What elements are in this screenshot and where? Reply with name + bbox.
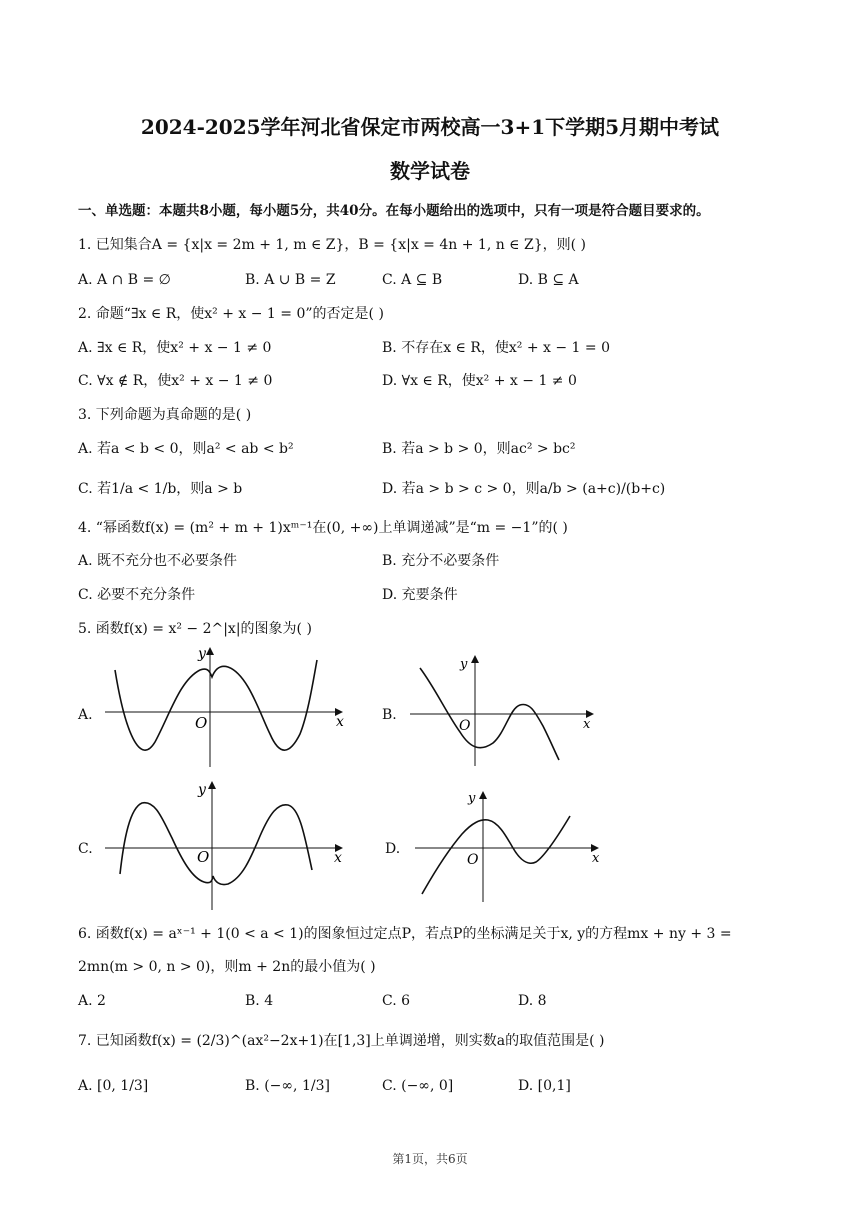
- q1-option-a: A. A ∩ B = ∅: [78, 272, 171, 288]
- q6-option-c: C. 6: [382, 993, 411, 1009]
- q5-option-d: D.: [385, 841, 401, 857]
- q2-stem: 2. 命题“∃x ∈ R，使x² + x − 1 = 0”的否定是( ): [78, 306, 384, 322]
- q6-option-b: B. 4: [245, 993, 274, 1009]
- doc-title: 2024-2025学年河北省保定市两校高一3+1下学期5月期中考试: [140, 115, 720, 139]
- q3-option-b: B. 若a > b > 0，则ac² > bc²: [382, 441, 576, 457]
- q7-stem: 7. 已知函数f(x) = (2/3)^(ax²−2x+1)在[1,3]上单调递增，则实数a的取值范围是( ): [78, 1033, 605, 1049]
- q5-option-b: B.: [382, 707, 397, 723]
- q6-option-a: A. 2: [78, 993, 106, 1009]
- graph-a-y-label: y: [198, 646, 206, 662]
- q2-option-c: C. ∀x ∉ R，使x² + x − 1 ≠ 0: [78, 373, 273, 389]
- q5-graph-c: [100, 778, 350, 914]
- doc-subtitle: 数学试卷: [390, 159, 470, 183]
- graph-c-x-label: x: [334, 850, 342, 866]
- q2-option-b: B. 不存在x ∈ R，使x² + x − 1 = 0: [382, 340, 610, 356]
- graph-d-x-label: x: [592, 851, 600, 866]
- q4-option-d: D. 充要条件: [382, 587, 458, 603]
- q3-stem: 3. 下列命题为真命题的是( ): [78, 407, 252, 423]
- graph-a-origin: O: [195, 714, 208, 732]
- graph-b-y-label: y: [460, 657, 468, 672]
- q2-option-a: A. ∃x ∈ R，使x² + x − 1 ≠ 0: [78, 340, 272, 356]
- graph-a-x-label: x: [336, 714, 344, 730]
- q6-stem-line1: 6. 函数f(x) = aˣ⁻¹ + 1(0 < a < 1)的图象恒过定点P，若点P的坐标满足关于x, y的方程mx + ny + 3 =: [78, 926, 732, 942]
- q7-option-a: A. [0, 1/3]: [78, 1078, 149, 1094]
- q5-graph-a: [100, 642, 350, 770]
- q1-option-b: B. A ∪ B = Z: [245, 272, 336, 288]
- q5-stem: 5. 函数f(x) = x² − 2^|x|的图象为( ): [78, 621, 312, 637]
- graph-d-origin: O: [467, 852, 479, 868]
- q6-option-d: D. 8: [518, 993, 547, 1009]
- q2-option-d: D. ∀x ∈ R，使x² + x − 1 ≠ 0: [382, 373, 577, 389]
- q1-option-d: D. B ⊆ A: [518, 272, 579, 288]
- q1-stem: 1. 已知集合A = {x|x = 2m + 1, m ∈ Z}，B = {x|x = 4n + 1, n ∈ Z}，则( ): [78, 237, 587, 253]
- q5-option-c: C.: [78, 841, 93, 857]
- graph-d-y-label: y: [468, 791, 476, 806]
- graph-b-x-label: x: [583, 717, 591, 732]
- q6-stem-line2: 2mn(m > 0, n > 0)，则m + 2n的最小值为( ): [78, 959, 376, 975]
- q5-option-a: A.: [78, 707, 93, 723]
- q4-option-c: C. 必要不充分条件: [78, 587, 196, 603]
- q5-graph-b: [405, 650, 600, 770]
- graph-c-origin: O: [197, 848, 210, 866]
- q5-graph-d: [410, 786, 605, 906]
- graph-c-y-label: y: [198, 782, 206, 798]
- q1-option-c: C. A ⊆ B: [382, 272, 443, 288]
- q7-option-c: C. (−∞, 0]: [382, 1078, 454, 1094]
- q4-option-b: B. 充分不必要条件: [382, 553, 500, 569]
- q4-stem: 4. “幂函数f(x) = (m² + m + 1)xᵐ⁻¹在(0, +∞)上单调递减”是“m = −1”的( ): [78, 520, 568, 536]
- q3-option-c: C. 若1/a < 1/b，则a > b: [78, 481, 243, 497]
- q7-option-d: D. [0,1]: [518, 1078, 571, 1094]
- q7-option-b: B. (−∞, 1/3]: [245, 1078, 330, 1094]
- section-heading: 一、单选题：本题共8小题，每小题5分，共40分。在每小题给出的选项中，只有一项是符合题目要求的。: [78, 203, 710, 219]
- q3-option-d: D. 若a > b > c > 0，则a/b > (a+c)/(b+c): [382, 481, 666, 497]
- page-footer: 第1页，共6页: [392, 1152, 468, 1166]
- q3-option-a: A. 若a < b < 0，则a² < ab < b²: [78, 441, 294, 457]
- graph-b-origin: O: [459, 718, 471, 734]
- q4-option-a: A. 既不充分也不必要条件: [78, 553, 238, 569]
